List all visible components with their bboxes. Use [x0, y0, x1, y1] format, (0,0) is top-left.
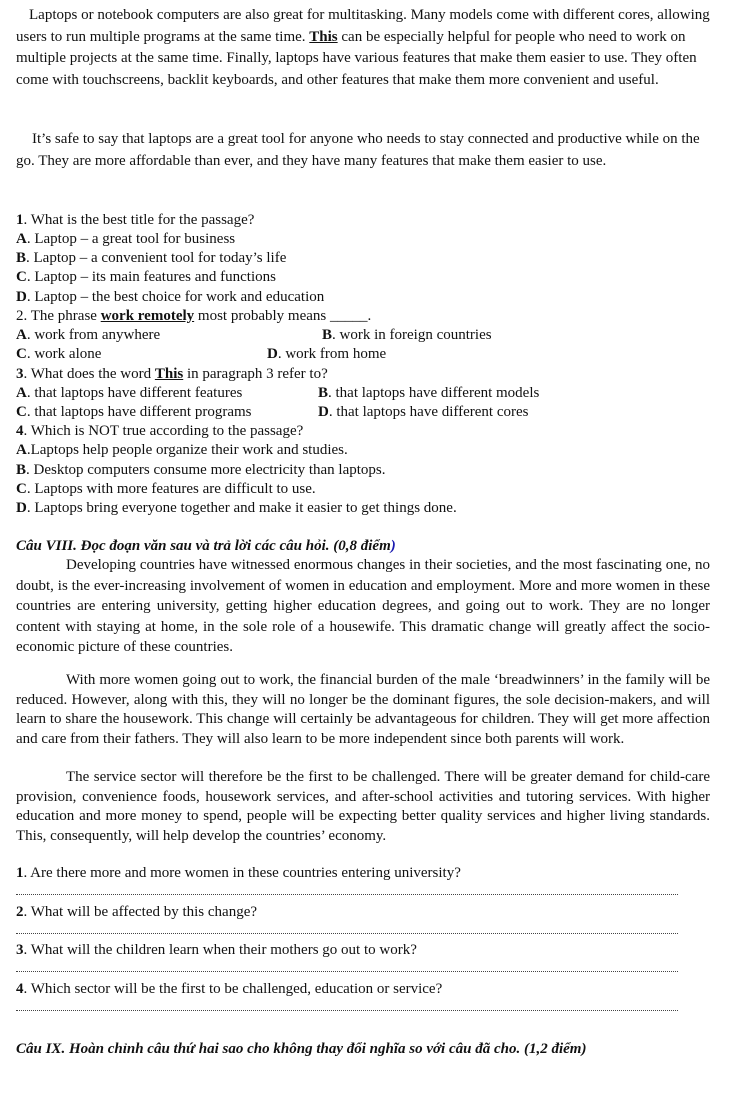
q2-option-a — [16, 326, 160, 345]
heading-paren: ) — [390, 538, 396, 554]
option-letter: A — [16, 442, 27, 458]
paragraph-text: It’s safe to say that laptops are a great tool for anyone who needs to stay connected and productive while on the go. They are more affordable than ever, and they have many features that make them easier to use. — [16, 131, 700, 169]
option-letter: A — [16, 385, 27, 401]
question-3 — [16, 365, 328, 384]
option-letter: D — [16, 500, 27, 516]
q1-option-d — [16, 288, 324, 307]
q4-option-c — [16, 480, 316, 499]
option-text: . that laptops have different models — [328, 385, 540, 401]
highlighted-word: This — [309, 28, 338, 45]
option-letter: C — [16, 346, 27, 362]
option-text: .Laptops help people organize their work and studies. — [26, 442, 348, 458]
q3-option-c — [16, 403, 252, 422]
question-1 — [16, 211, 254, 230]
option-text: . that laptops have different cores — [328, 404, 529, 420]
answer-line-1[interactable] — [16, 894, 678, 895]
option-letter: B — [16, 462, 27, 478]
open-question-2 — [16, 903, 257, 922]
section-viii-heading — [16, 536, 396, 556]
q2-option-d — [267, 345, 386, 364]
q1-option-a — [16, 230, 235, 249]
question-text: in paragraph 3 refer to? — [183, 366, 328, 382]
option-text: . Laptops with more features are difficult to use. — [26, 481, 316, 497]
heading-text: Câu VIII. Đọc đoạn văn sau và trả lời các câu hỏi. (0,8 điểm — [16, 538, 391, 554]
option-text: . Laptop – its main features and functions — [26, 269, 276, 285]
paragraph-text: Developing countries have witnessed enormous changes in their societies, and the most fascinating one, no doubt, is the ever-increasing involvement of women in education and employment. More and more women in these countries are entering university, getting higher education degrees, and going out to work. They are no longer content with staying at home, in the sole role of a housewife. This dramatic change will greatly affect the socio-economic picture of these countries. — [16, 557, 710, 656]
option-text: . that laptops have different programs — [26, 404, 252, 420]
option-text: . Desktop computers consume more electricity than laptops. — [26, 462, 386, 478]
passage-paragraph-3 — [16, 5, 710, 91]
option-letter: C — [16, 404, 27, 420]
paragraph-text: can be especially helpful for people who need to work on multiple projects at the same time. Finally, laptops have various features that make them easier to use. They often come with touchscreens, backlit keyboards, and other features that make them more convenient and useful. — [16, 28, 697, 88]
paragraph-text: Laptops or notebook computers are also great for multitasking. Many models come with different cores, allowing users to run multiple programs at the same time. — [16, 7, 710, 45]
option-letter: D — [16, 289, 27, 305]
answer-line-3[interactable] — [16, 971, 678, 972]
question-text: most probably means _____. — [194, 308, 372, 324]
option-text: . Laptop – a great tool for business — [26, 231, 236, 247]
passage-paragraph-4 — [16, 129, 710, 172]
option-letter: B — [318, 385, 329, 401]
reading-paragraph-2 — [16, 671, 710, 749]
question-text: . Are there more and more women in these countries entering university? — [23, 865, 461, 881]
question-text: . Which is NOT true according to the passage? — [23, 423, 304, 439]
option-text: . work in foreign countries — [332, 327, 492, 343]
q2-option-b — [322, 326, 492, 345]
question-text: . Which sector will be the first to be challenged, education or service? — [23, 981, 443, 997]
highlighted-word: This — [154, 366, 184, 382]
option-letter: A — [16, 327, 27, 343]
q3-option-b — [318, 384, 539, 403]
answer-line-2[interactable] — [16, 933, 678, 934]
option-text: . Laptop – the best choice for work and education — [26, 289, 325, 305]
question-number: 4 — [16, 981, 24, 997]
open-question-3 — [16, 941, 417, 960]
q4-option-a — [16, 441, 348, 460]
q4-option-d — [16, 499, 457, 518]
option-text: . work from home — [277, 346, 387, 362]
q2-option-c — [16, 345, 101, 364]
option-text: . Laptops bring everyone together and make it easier to get things done. — [26, 500, 457, 516]
heading-text: Câu IX. Hoàn chỉnh câu thứ hai sao cho không thay đổi nghĩa so với câu đã cho. (1,2 điểm) — [16, 1041, 587, 1057]
option-letter: D — [267, 346, 278, 362]
reading-paragraph-1 — [16, 555, 710, 658]
question-number: 3 — [16, 366, 24, 382]
option-text: . work alone — [26, 346, 102, 362]
q1-option-c — [16, 268, 276, 287]
open-question-1 — [16, 864, 461, 883]
question-text: . What will the children learn when their mothers go out to work? — [23, 942, 417, 958]
question-text: . What will be affected by this change? — [23, 904, 258, 920]
option-letter: B — [322, 327, 333, 343]
question-number: 4 — [16, 423, 24, 439]
highlighted-phrase: work remotely — [100, 308, 195, 324]
q3-option-a — [16, 384, 242, 403]
open-question-4 — [16, 980, 442, 999]
question-text: 2. The phrase — [16, 308, 101, 324]
question-number: 1 — [16, 212, 24, 228]
q1-option-b — [16, 249, 286, 268]
option-letter: A — [16, 231, 27, 247]
question-2 — [16, 307, 371, 326]
question-4 — [16, 422, 303, 441]
q3-option-d — [318, 403, 529, 422]
question-number: 3 — [16, 942, 24, 958]
question-number: 2 — [16, 904, 24, 920]
question-text: . What is the best title for the passage? — [23, 212, 255, 228]
section-ix-heading — [16, 1039, 586, 1059]
q4-option-b — [16, 461, 386, 480]
reading-paragraph-3 — [16, 768, 710, 846]
option-text: . that laptops have different features — [26, 385, 243, 401]
option-letter: D — [318, 404, 329, 420]
option-letter: C — [16, 269, 27, 285]
option-letter: C — [16, 481, 27, 497]
paragraph-text: The service sector will therefore be the first to be challenged. There will be greater demand for child-care provision, convenience foods, housework services, and after-school activities and tutoring services. With higher education and more money to spend, people will be expecting better quality services and higher living standards. This, consequently, will help develop the countries’ economy. — [16, 769, 710, 844]
option-text: . work from anywhere — [26, 327, 161, 343]
option-text: . Laptop – a convenient tool for today’s life — [26, 250, 287, 266]
paragraph-text: With more women going out to work, the financial burden of the male ‘breadwinners’ in the family will be reduced. However, along with this, they will no longer be the dominant figures, the sole decision-makers, and will learn to share the housework. This change will certainly be advantageous for children. They will get more affection and care from their fathers. They will also learn to be more independent since both parents will work. — [16, 672, 710, 747]
option-letter: B — [16, 250, 27, 266]
question-number: 1 — [16, 865, 24, 881]
question-text: . What does the word — [23, 366, 155, 382]
answer-line-4[interactable] — [16, 1010, 678, 1011]
